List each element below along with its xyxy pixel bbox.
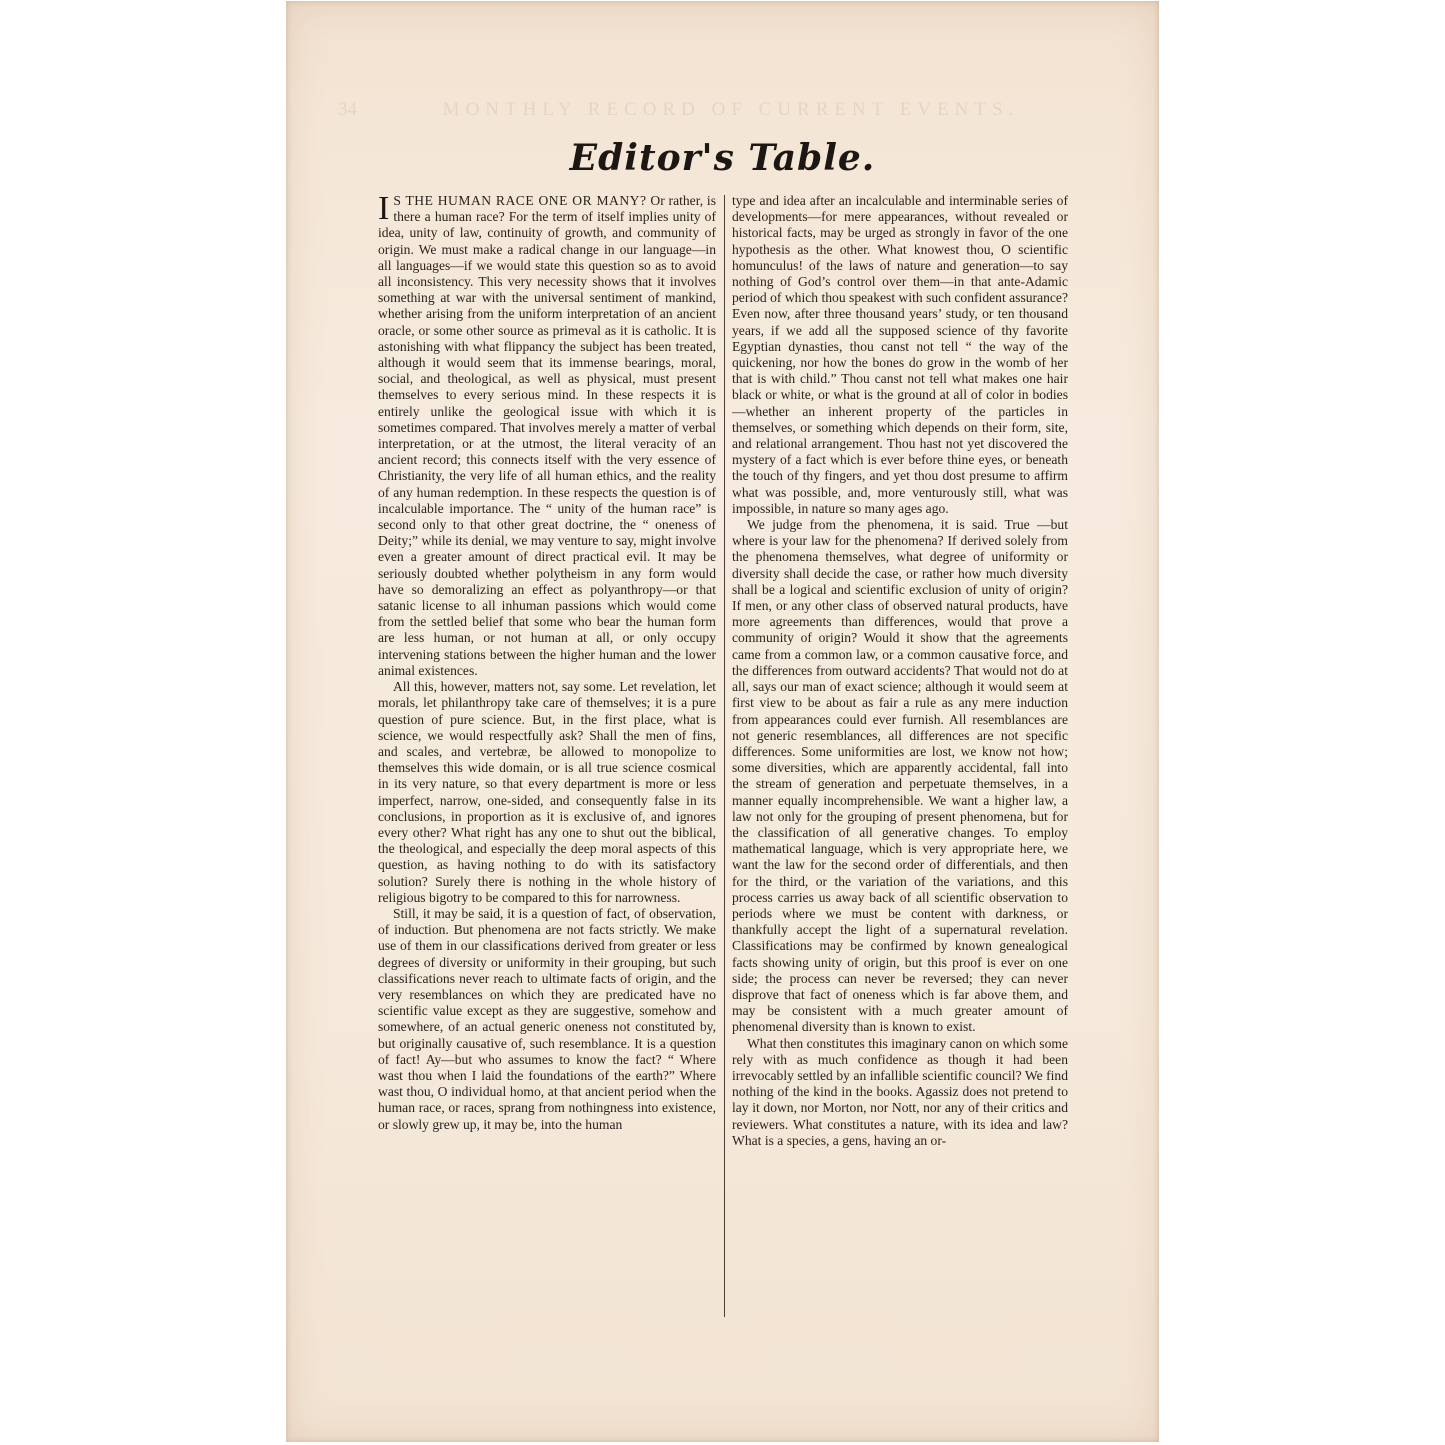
paragraph-text: Or rather, is there a human race? For the term of itself implies unity of idea, unity of law, continuity of growth, and community of origin. We must make a radical change in our language—in all languages—if we would state this question so as to avoid all inconsistency. This very necessity shows that it involves something at war with the universal sentiment of mankind, whether arising from the uniform interpretation of an ancient oracle, or some other source as primeval as it is catholic. It is astonishing with what flippancy the subject has been treated, although it would seem that its immense bearings, moral, social, and theological, as well as physical, must present themselves to every serious mind. In these respects it is entirely unlike the geological issue with which it is sometimes compared. That involves merely a matter of verbal interpretation, or at the utmost, the literal veracity of an ancient record; this connects itself with the very essence of Christianity, the very life of all human ethics, and the reality of any human redemption. In these respects the question is of incalculable importance. The “ unity of the human race” is second only to that other great doctrine, the “ oneness of Deity;” while its denial, we may venture to say, might involve even a greater amount of direct practical evil. It may be seriously doubted whether polytheism in any form would have so demoralizing an effect as polyanthropy—or that satanic license to all inhuman passions which would come from the settled belief that some who bear the human form are less human, or not human at all, or only occupy intervening stations between the higher human and the lower animal existences. bbox=[378, 193, 716, 678]
column-rule bbox=[724, 195, 725, 1317]
running-head-bleedthrough bbox=[338, 99, 1076, 121]
running-head-title: MONTHLY RECORD OF CURRENT EVENTS. bbox=[442, 99, 1020, 120]
paragraph: Still, it may be said, it is a question of fact, of observation, of induction. But phenomena are not facts strictly. We make use of them in our classifications derived from greater or less degrees of diversity or uniformity in their grouping, but such classifications never reach to ultimate facts of origin, and the very resemblances on which they are predicated have no scientific value except as they are suggestive, somehow and somewhere, of an actual generic oneness not constituted by, but originally causative of, such resemblance. It is a question of fact! Ay—but who assumes to know the fact? “ Where wast thou when I laid the foundations of the earth?” Where wast thou, O individual homo, at that ancient period when the human race, or races, sprang from nothingness into existence, or slowly grew up, it may be, into the human bbox=[378, 905, 716, 1132]
paragraph: We judge from the phenomena, it is said. True —but where is your law for the phenomena? If derived solely from the phenomena themselves, what degree of uniformity or diversity shall decide the case, or rather how much diversity shall be a logical and scientific exclusion of unity of origin? If men, or any other class of observed natural products, have more agreements than differences, would that prove a community of origin? Would it show that the agreements came from a common law, or a common causative force, and the differences from outward accidents? That would not do at all, says our man of exact science; although it would seem at first view to be about as fair a rule as any mere induction from appearances could ever furnish. All resemblances are not generic resemblances, all differences are not specific differences. Some uniformities are lost, we know not how; some diversities, which are apparently accidental, fall into the stream of generation and perpetuate themselves, in a manner equally incomprehensible. We want a higher law, a law not only for the grouping of present phenomena, but for the classification of all generative changes. To employ mathematical language, which is very appropriate here, we want the law for the second order of differentials, and then for the third, or the variation of the variations, and this process carries us away back of all scientific observation to periods where we must be content with darkness, or thankfully accept the light of a supernatural revelation. Classifications may be confirmed by known genealogical facts showing unity of origin, but this proof is ever on one side; the process can never be reversed; they can never disprove that fact of oneness which is far above them, and may be consistent with a much greater amount of phenomenal diversity than is known to exist. bbox=[732, 517, 1068, 1035]
continued-paragraph: type and idea after an incalculable and interminable series of developments—for mere appearances, without revealed or historical facts, may be urged as strongly in favor of the one hypothesis as the other. What knowest thou, O scientific homunculus! of the laws of nature and generation—to say nothing of God’s control over them—in that ante-Adamic period of which thou speakest with such confident assurance? Even now, after three thousand years’ study, or ten thousand years, if we add all the supposed science of thy favorite Egyptian dynasties, thou canst not tell “ the way of the quickening, nor how the bones do grow in the womb of her that is with child.” Thou canst not tell what makes one hair black or white, or what is the ground at all of color in bodies—whether an inherent property of the particles in themselves, or something which depends on their form, site, and relational arrangement. Thou hast not yet discovered the mystery of a fact which is ever before thine eyes, or beneath the touch of thy fingers, and yet thou dost presume to affirm what was possible, and, more venturously still, what was impossible, in nature so many ages ago. bbox=[732, 193, 1068, 516]
book-page bbox=[286, 1, 1159, 1442]
drop-cap: I bbox=[378, 190, 390, 227]
page-number: 34 bbox=[338, 99, 357, 120]
opening-paragraph bbox=[378, 190, 716, 679]
paragraph: All this, however, matters not, say some. Let revelation, let morals, let philanthropy take care of themselves; it is a pure question of pure science. But, in the first place, what is science, we would respectfully ask? Shall the men of fins, and scales, and vertebræ, be allowed to monopolize to themselves this wide domain, or is all true science cosmical in its very nature, so that every department is more or less imperfect, narrow, one-sided, and consequently false in its conclusions, in proportion as it is exclusive of, and ignores every other? What right has any one to shut out the biblical, the theological, and especially the deep moral aspects of this question, as having nothing to do with its satisfactory solution? Surely there is nothing in the whole history of religious bigotry to be compared to this for narrowness. bbox=[378, 679, 716, 905]
paragraph: What then constitutes this imaginary canon on which some rely with as much confidence as though it had been irrevocably settled by an infallible scientific council? We find nothing of the kind in the books. Agassiz does not pretend to lay it down, nor Morton, nor Nott, nor any of their critics and reviewers. What constitutes a nature, with its idea and law? What is a species, a gens, having an or- bbox=[732, 1035, 1068, 1148]
right-column bbox=[732, 193, 1068, 1149]
lead-heading: S THE HUMAN RACE ONE OR MANY? bbox=[393, 193, 647, 208]
editors-table-heading: Editor's Table. bbox=[569, 137, 876, 179]
left-column bbox=[378, 190, 716, 1133]
